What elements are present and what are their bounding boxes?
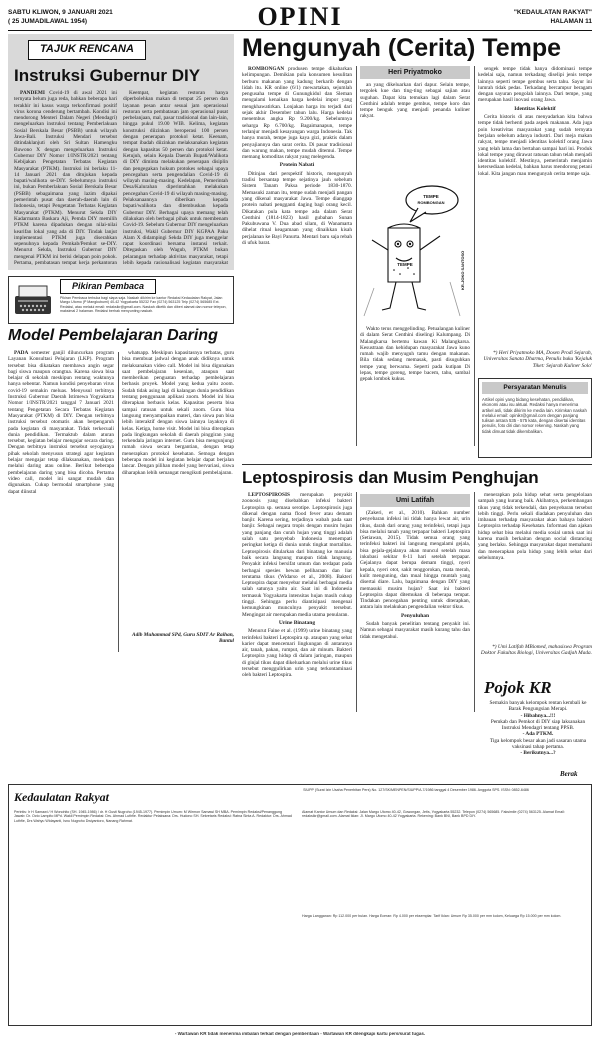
footer-address: Alamat Kantor Umum dan Redaksi: Jalan Margo Utomo 40-42, Gowongan, Jetis, Yogyakarta 55232. Telepon (0274) 565685. Faksimile (0274) 563125. Alamat Email: redaksikr@gmail.com. Alamat Iklan: Jl. Margo Utomo 40-42 Yogyakarta. Rekening: Bank BNI, Bank BPD DIY.: [302, 810, 565, 819]
cartoon-credit: KR-JOKO SANTOSO: [460, 250, 465, 290]
pojok-item: Pemkab dan Pemkot di DIY siap laksanakan Instruksi Mendagri tentang PPSB.: [490, 718, 586, 732]
lepto-col2: [360, 510, 470, 714]
pojok-items: [484, 700, 592, 770]
pikiran-col1-body: semester ganjil diluncurkan program Layanan Konsultasi Pelajaran (LKP). Program tersebut bisa dikatakan membawa angin segar bagi siswa maupun orangtua. Karena siswa bisa belajar di sekolah meskipun rentang waktunya hanya sebentar. Namun kondisi penyebaran virus covid-19 semakin meluas. Menyusul terbitnya Instruksi Gubernur Daerah Istimewa Yogyakarta Nomor 1/INSTR/2021 tanggal 7 Januari 2021 tentang Pengetatan Secara Terbatas Kegiatan Masyarakat (PTKM) di DIY. Dengan terbitnya instruksi tersebut otomatis akan berpengaruh pada kegiatan di masyarakat. Tidak terkecuali dunia pendidikan. Termaktub dalam aturan tersebut, kegiatan belajar mengajar secara daring. Dengan terbitnya instruksi tersebut seyogianya pihak sekolah menyusun strategi agar kegiatan belajar mengajar tetap dilaksanakan, meskipun melalui daring atau online. Berikut beberapa pembelajaran daring yang bisa dicoba. Pertama video call, model ini sangat mudah dan digunakan. Cukup bermodal smartphone yang dapat diinstal: [8, 350, 114, 495]
lepto-author-bar: Umi Latifah: [360, 494, 470, 507]
pojok-item: - Hibahnya...!!!: [520, 712, 556, 719]
tempe-author-note: *) Heri Priyatmoko MA, Dosen Prodi Sejarah, Universitas Sanata Dharma, Penulis buku 'Kejaluk Tiket: Sejarah Kuliner Solo': [483, 350, 592, 369]
tempe-author-bar: Heri Priyatmoko: [360, 66, 470, 79]
tempe-divider-1: [356, 66, 357, 446]
lepto-title: Leptospirosis dan Musim Penghujan: [242, 468, 539, 487]
pojok-item: Semakin banyak kelompok rentan kembali ke Barak Pengungsian Merapi.: [489, 700, 587, 713]
tempe-col1-lead: ROMBONGAN: [248, 66, 285, 72]
edition-date-jawa: ( 25 JUMADILAWAL 1954): [8, 18, 87, 25]
lepto-col2b-body: Sudah banyak penelitian tentang penyakit ini. Namun sebagai masyarakat masih kurang tahu dan tidak mengetahui.: [360, 621, 470, 640]
tempe-col3: [478, 66, 592, 346]
page-number: HALAMAN 11: [550, 18, 592, 25]
lepto-divider-1: [356, 492, 357, 712]
tempe-subhead-2: Identitas Kolektif: [514, 105, 556, 112]
header-rule: [8, 30, 592, 31]
lepto-divider-2: [474, 492, 475, 712]
tajuk-col2: [123, 90, 228, 266]
tempe-col3b-body: Cerita historis di atas menyadarkan kita bahwa tempe tidak berhenti pada aspek makanan. Ada juga poin kreativitas masyarakat yang sudah ternyata berjalan sebelum adanya industri. Dari meja makan rakyat, tempe menjadi identitas kolektif orang Jawa yang telah lama dan bertahan sampai hari ini. Produk lokal tempe yang dirawat ratusan tahun telah menjadi identitas kolektif. Mestinya, pemerintah menjamin ketersediaan kedelai, bahkan harus mendorong petani lokal. Kita jangan mau mengunyah cerita tempe saja.: [478, 114, 592, 177]
tempe-cartoon: [360, 170, 472, 320]
paper-name: "KEDAULATAN RAKYAT": [513, 9, 592, 16]
cartoon-label-1: TEMPE: [423, 194, 439, 199]
pikiran-info: Pikiran Pembaca terbuka bagi siapa saja. Naskah dikirim ke kantor Redaksi Kedaulatan Rakyat, Jalan Margo Utomo (P Mangkubumi) 40-42 Yogyakarta 55232 Fax (0274) 563125 Telp (0274) 565685 Ext. Redaksi, atau melalui email: redaksikr@gmail.com. Naskah diketik dan diberi alamat dan nomor telepon, maksimal 2 halaman. Redaksi berhak menyunting naskah.: [60, 296, 227, 314]
tajuk-badge: TAJUK RENCANA: [28, 40, 146, 60]
tajuk-col1-lead: PANDEMI: [20, 90, 45, 96]
pojok-item: - Ada PTKM.: [522, 731, 554, 738]
section-rule: [242, 464, 592, 465]
cartoon-label-3: TEMPE: [397, 262, 413, 267]
edition-date: SABTU KLIWON, 9 JANUARI 2021: [8, 9, 113, 16]
tempe-title: Mengunyah (Cerita) Tempe: [242, 34, 562, 62]
tempe-col1: [242, 66, 352, 448]
lepto-col2-body: (Zakeri, et al., 2010). Bahkan number penyebaran infeksi ini tidak hanya lewat air, urin tikus, darah dari orang yang terinfeksi, tetapi juga bisa melalui tanah yang terpapar bakteri Leptospira (Setiawan, 2015). Tidak semua orang yang terinfeksi bakteri ini langsung mengalami gejala, bisa gejala-gejalanya akan muncul setelah masa inkubasi sekitar 8-11 hari setelah terpapar. Gejalanya dapat berupa demam tinggi, nyeri kepala, nyeri otot, sakit tenggorokan, mata merah, kulit menguning, dan mual hingga muntah yang disertai diare. Lalu, bagaimana dengan DIY yang memasuki musim hujan? Saat ini bakteri Leptospira dapat ditemukan di beberapa tempat. Tindakan pencegahan penting untuk diterapkan, antara lain melakukan pengendalian vektor tikus.: [360, 510, 470, 611]
pikiran-col1-lead: PADA: [14, 350, 29, 356]
lepto-col1-lead: LEPTOSPIROSIS: [248, 492, 290, 498]
lepto-author-note: *) Umi Latifah MBiomed, mahasiswa Program Doktor Fakultas Biologi, Universitas Gadjah Mada.: [480, 644, 592, 657]
tempe-divider-2: [474, 66, 475, 446]
pikiran-badge: Pikiran Pembaca: [60, 279, 156, 294]
pojok-item: - Berikutnya...?: [520, 750, 556, 757]
tajuk-title: Instruksi Gubernur DIY: [14, 66, 201, 85]
tempe-col2-top: [360, 82, 470, 166]
lepto-col1-body: merupakan penyakit zoonosis yang disebabkan infeksi bakteri Leptospira sp. semasa serotipe. Leptospirosis juga dikenal dengan nama flood fever atau demam banjir. Karena sering, terjadinya wabah pada saat banjir. Sebagai negara tropis dengan musim hujan yang panjang dan curah hujan yang tinggi adalah salah satu penyebab Indonesia menempati peringkat ketiga di dunia untuk tingkat mortalitas. Leptospirosis ditularkan dari binatang ke manusia baik secara langsung maupun tidak langsung. Penyakit infeksi bersifat umum dan terdapat pada berbagai spesies hewan peliharaan dan liar terutama tikus (Widarso et al., 2008). Bakteri Leptospira dapat menyebar melalui berbagai media salah satunya yaitu air. Saat ini di Indonesia termasuk Yogyakarta intensitas hujan masih cukup tinggi. Sehingga perlu diantisipasi mengenai kemungkinan munculnya penyakit tersebut. Mengingat air merupakan media utama penularan.: [242, 492, 352, 618]
tempe-col1-body: produsen tempe dikabarkan kelimpungan. Demikian pula konsumen kesulitan berburu makanan yang kadung berkarib dengan lidah itu. KR online (6/1) mewartakan, sejumlah pengusaha tempe di Gunungkidul dan Sleman mengalami kenaikan harga kedelai impor yang mengkhawatirkan. Lonjakan harga itu terjadi dari sejak akhir Desember tahun lalu. Harga kedelai menembus angka Rp 9.200/kg. Sebelumnya seharga Rp 6.700/kg. Bagaimanapun, tempe terlanjur menjadi kesayangan warga Indonesia. Tak hanya murah, tempe juga kaya gizi, praktis dalam penyajiannya dan sarat cerita. Di pasar tradisional dan warung makan, tempe mudah ditemui. Tempe memang komoditas rakyat yang melegenda.: [242, 66, 352, 161]
pojok-title: Pojok KR: [484, 678, 552, 697]
footer-logo: Kedaulatan Rakyat: [14, 790, 110, 804]
lepto-subhead-1: Urine Binatang: [278, 619, 316, 626]
section-title: OPINI: [257, 2, 343, 31]
footer-staff: Perintis: Ir H Samawi / H Wonohito (SH. 1945-1986) / dr. H Gusti Nugroho (1945-1977). Pemimpin Umum: M Wirmon Samawi SH MBA. Pemimpin Redaksi/Penanggung Jawab: Dr. Octo Lampito MPd. Wakil Pemimpin Redaksi: Drs. Ahmad Luthfie. Redaktur Pelaksana: Drs. Hudono SH. Sekretaris Redaksi: Ratna Sinta A. Redaktur: Drs. Ahmad Luthfie, Drs Wahyu Widayanti, Isnu Nugroho Dwiyantoro, Nanang Rahmat.: [14, 810, 292, 823]
typewriter-image: [12, 282, 54, 318]
tempe-col2: [360, 326, 470, 446]
tajuk-col2-body: Keempat, kegiatan restoran hanya diperbolehkan makan di tempat 25 persen dan layanan pesan antar sesuai jam operasional restoran serta pembatasan jam operasional pusat perbelanjaan, mal, pasar tradisional dan lain-lain, hingga pukul 19.00 WIB. Kelima, kegiatan konstruksi diizinkan beroperasi 100 persen dengan penerapan protokol ketat. Keenam, tempat ibadah diizinkan melaksanakan kegiatan dengan kapasitas 50 persen dan protokol ketat. Ketujuh, selain Kepala Daerah Bupati/Walikota di DIY diminta melakukan penerapan disiplin dan pengegakan hukum protokes sebagai upaya pencegahan serta pengendalian Covid-19 di wilayah masing-masing. Kedelapan, Pemerintah Desa/Kalurahan diperintahkan melakukan pencegahan Covid-19 di wilayah masing-masing. Pelaksanaannya diberikan kepada bupati/walikota dan ditembuskan kepada Gubernur DIY. Berbagai upaya memang telah dilakukan oleh berbagai pihak untuk membenam Covid-19. Sebelum Gubernur DIY mengeluarkan instruksi, Wakil Gubernur DIY KGPAA Paku Alam X didampingi Sekda DIY juga menggelar rapat koordinasi bersama instansi terkait. Ditegaskan oleh Wagub, PTKM bukan pelarangan terhadap aktivitas masyarakat, tetapi lebih kepada rasionalisasi kegiatan masyarakat: [123, 90, 228, 266]
pikiran-col2: [122, 350, 234, 630]
tempe-col1b-body: Ditinjau dari perspektif historis, mengunyah tradisi bersantap tempe sejatinya jauh sebelum Sistem Tanam Paksa periode 1830-1870. Memasuki zaman itu, tempe sudah menjadi pangan yang dikenal masyarakat Jawa. Tempe dianggap protein nabati pengganti daging bagi orang kecil. Dikatakan pula kata tempe ada dalam Serat Centhini (1814-1823) hasil gubahan Sunan Pakubuwana V. Dua abad silam, di Wanamarta dihelat ritual keagamaan yang dinaikkan kisah perjalanan ke Bayi Panurta. Mentari baru saja rebah di ufuk barat.: [242, 170, 352, 247]
tajuk-col1: [14, 90, 117, 266]
tempe-col2-body: Wakto terus menggelinding. Petualangan kuliner di dalam Serat Centhini diselingi Kalumpang. Di Malangkarsa bertemu kawan Ki Malangkarsa. Kesustraan dan kehidupan masyarakat Jawa kuno rumah wajib menyuguh tamu dengan makanan. Bila tidak sedang memasak, pasti disuguhkan tempe yang berwarna. Seperti pada kutipan Di lepas, tempe goreng, tempe bacem, tahu, sambal gepak lombok kukus.: [360, 326, 470, 383]
tempe-col3-body: sengek tempe tidak hanya didominasi tempe kedelai saja, namun terkadang diselipi jenis tempe lainnya seperti tempe gembus serta tahu. Sayur ini lumrah tidak pedas. Terkadang bercampur beragam dengan sayuran pengolah lainnya. Dari tempe, yang merupakan hasil inovasi orang Jawa.: [478, 66, 592, 104]
tempe-subhead-1: Protein Nabati: [279, 162, 315, 169]
persyaratan-text: Artikel opini yang bidang kesehatan, pendidikan, ekonomi atau isu aktual. Redaksi hanya menerima artikel asli, tidak dikirim ke media lain. Kirimkan naskah melalui email: opinikr@gmail.com dengan panjang tulisan antara 535 - 575 kata, dengan disertai identitas penulis, foto diri dan nomor rekening. Naskah yang tidak dimuat tidak dikembalikan.: [482, 397, 587, 434]
pojok-item: Tiga kelompok besar akan jadi sasaran utama vaksinasi tahap pertama.: [489, 737, 587, 751]
pikiran-title: Model Pembelajaran Daring: [8, 327, 218, 344]
cartoon-label-2: ROMBONGAN: [417, 200, 445, 205]
persyaratan-title: Persyaratan Menulis: [482, 382, 588, 394]
pikiran-col2-body: whatsapp. Meskipun kapasitasnya terbatas, guru bisa membuat jadwal dengan anak didiknya untuk melaksanakan video call. Model ini bisa digunakan saat pembelajaran kesenian, ataupun saat memberikan penguatan terhadap pembelajaran berbasis proyek. Model yang kedua yaitu zoom. Sudah tidak asing lagi di kalangan dunia pendidikan tentang penggunaan aplikasi zoom. Model ini bisa diterapkan berbasis kelas. Kapasitas peserta bisa sampai ratusan untuk sekali zoom. Guru bisa langsung menyampaikan materi, dan siswa pun bisa lebih interaktif dengan siswa lainnya layaknya di kelas. Ketiga, home visit. Model ini bisa diterapkan pada lingkungan sekolah di daerah pinggiran yang terkendala jaringan internet. Guru bisa mengunjungi rumah siswa secara bergantian, dengan tetap menerapkan protokol kesehatan. Semoga dengan beberapa model ini kegiatan belajar dapat berjalan lancar. Dengan pilihan model yang bervariasi, siswa diharapkan lebih semangat mengikuti pembelajaran.: [122, 350, 234, 476]
lepto-col1b-body: Menurut Faine et al. (1999) urine binatang yang terinfeksi bakteri Leptospira sp. ataupun yang sehat karier dapat mencemari lingkungan di antaranya air, tanah, pakan, rumput, dan air minum. Bakteri Leptospira yang hidup di dalam jaringan, maupun di ginjal tikus dapat dikeluarkan melalui urine tikus tersebut menggulirkan urin yang terkontaminasi oleh bakteri Leptospira.: [242, 628, 352, 679]
footer-siup: SIUPP (Surat Izin Usaha Penerbitan Pers) No. 127/SK/MENPEN/SIUPP/A.7/1986 tanggal 4 Desember 1986. Anggota SPS. ISSN: 0852-6486: [303, 788, 529, 792]
pikiran-col1: [8, 350, 114, 654]
footer-bottom: - Wartawan KR tidak menerima imbalan terkait dengan pemberitaan - Wartawan KR dilengkapi kartu pers/surat tugas.: [174, 1032, 426, 1036]
pikiran-divider: [118, 352, 119, 652]
footer-prices: Harga Langganan: Rp 112.000 per bulan. Harga Eceran: Rp 4.000 per eksemplar. Tarif Iklan: Umum Rp 35.000 per mm kolom, Keluarga Rp 15.000 per mm kolom.: [302, 914, 562, 918]
pikiran-author: Adib Muhammad SPd, Guru SDIT Ar Raihan, Bantul: [132, 632, 234, 645]
lepto-subhead-2: Penyuluhan: [400, 612, 430, 619]
lepto-col1: [242, 492, 352, 714]
lepto-col3: [478, 492, 592, 642]
pojok-sign: Berak: [560, 770, 578, 778]
lepto-col3-body: menerapkan pola hidup sehat serta pengelolaan sampah yang kurang baik. Akibatnya, perkembangan tikus yang tidak terkendali, dan penyebaran tersebut lebih tinggi. Perlu sekali diadakan penyuluhan dan imbauan terhadap masyarakat akan bahaya bakteri Leptospira terhadap Kesehatan. Informasi dan ajakan hidup sehat bisa melalui media sosial untuk saat ini karena masih berkaitan dengan social distancing yang berlaku. Sehingga masyarakat dapat memahami dan menerapkan pola hidup yang lebih sehat dari sebelumnya.: [478, 492, 592, 561]
tempe-col2-top-body: an yang dikeluarkan dari dapur. Selain tempe, tergolek kue dan ting-ting sebagai sajian atau suguhan. Dapat kita temukan lagi dalam Serat Centhini adalah tempe gembus, tempe koro dan tempe benguk yang menjadi penanda kuliner rakyat.: [360, 82, 470, 120]
tajuk-col1-body: Covid-19 di awal 2021 ini ternyata belum juga reda, bahkan beberapa hari terakhir ini kasus warga terkonfirmasi positif virus korona cenderung bertambah. Kondisi ini mendorong Menteri Dalam Negeri (Mendagri) mengeluarkan instruksi tentang Pemberlakuan Sosial Berskala Besar (PSBB) untuk wilayah Jawa-Bali. Instruksi Mendari tersebut ditindaklanjuti oleh Sri Sultan Hamengku Buwono X dengan mengeluarkan Instruksi Gubernur DIY Nomor 1/INSTR/2021 tentang Kebijakan Pengetatan Terbatas Kegiatan Masyarakat (PTKM). Instruksi ini berlaku 11-14 Januari 2021 dan ditujukan kepada bupati/walikota se-DIY. Sebelumnya instruksi ini, bukan Pemberlakuan Sosial Berskala Besar (PSBB) sebagaimana yang lazim dipakai pemerintah pusat dan daerah-daerah lain di Indonesia, tetapi Pengetatan Terbatas Kegiatan Masyarakat (PTKM). Menurut Sekda DIY Kadarmanta Baskara Aji, Pemda DIY memilih PTKM karena dipadukan dengan nilai-nilai kearifan lokal yang ada di DIY. Tindak lanjut implementasi PTKM juga diserahkan sepenuhnya kepada Pemkab/Pemkot se-DIY. Menurut Sekda, Instruksi Gubernur DIY mengenai PTKM ini berisi delapan poin pokok. Pertama, pembatasan tempat kerja perkantoran: [14, 90, 117, 266]
